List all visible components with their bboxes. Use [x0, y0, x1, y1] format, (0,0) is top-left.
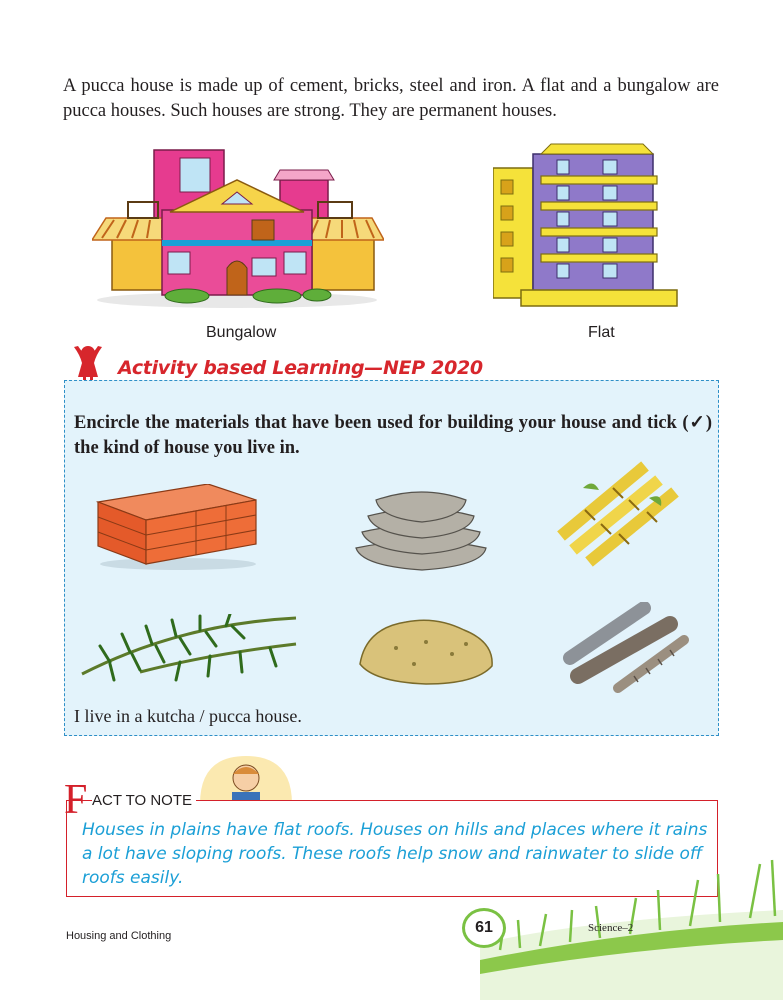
palm-leaves-icon[interactable] — [80, 614, 300, 684]
fact-initial: F — [64, 777, 88, 823]
iron-rods-icon[interactable] — [558, 602, 690, 694]
flat-illustration — [493, 140, 679, 310]
flat-caption: Flat — [588, 324, 615, 341]
mud-icon[interactable] — [356, 614, 498, 688]
activity-title: Activity based Learning—NEP 2020 — [118, 357, 483, 379]
cement-bags-icon[interactable] — [352, 478, 490, 574]
page-number: 61 — [462, 908, 506, 948]
thinking-boy-icon — [196, 756, 296, 804]
activity-instruction: Encircle the materials that have been used for building your house and tick (✓) the kind of house you live in. — [74, 413, 712, 458]
bamboo-icon[interactable] — [553, 458, 685, 572]
fact-title: ACT TO NOTE — [92, 792, 196, 809]
bricks-icon[interactable] — [96, 484, 258, 570]
intro-paragraph: A pucca house is made up of cement, bricks, steel and iron. A flat and a bungalow are pucca houses. Such houses are strong. They are permanent houses. — [63, 76, 719, 121]
bungalow-illustration — [92, 140, 384, 310]
chapter-footer: Housing and Clothing — [66, 930, 172, 942]
bungalow-caption: Bungalow — [206, 324, 277, 341]
answer-line: I live in a kutcha / pucca house. — [74, 706, 302, 726]
fact-text: Houses in plains have flat roofs. Houses on hills and places where it rains a lot have sloping roofs. These roofs help snow and rainwater to slide off roofs easily. — [82, 820, 708, 888]
book-footer: Science–2 — [588, 922, 634, 934]
